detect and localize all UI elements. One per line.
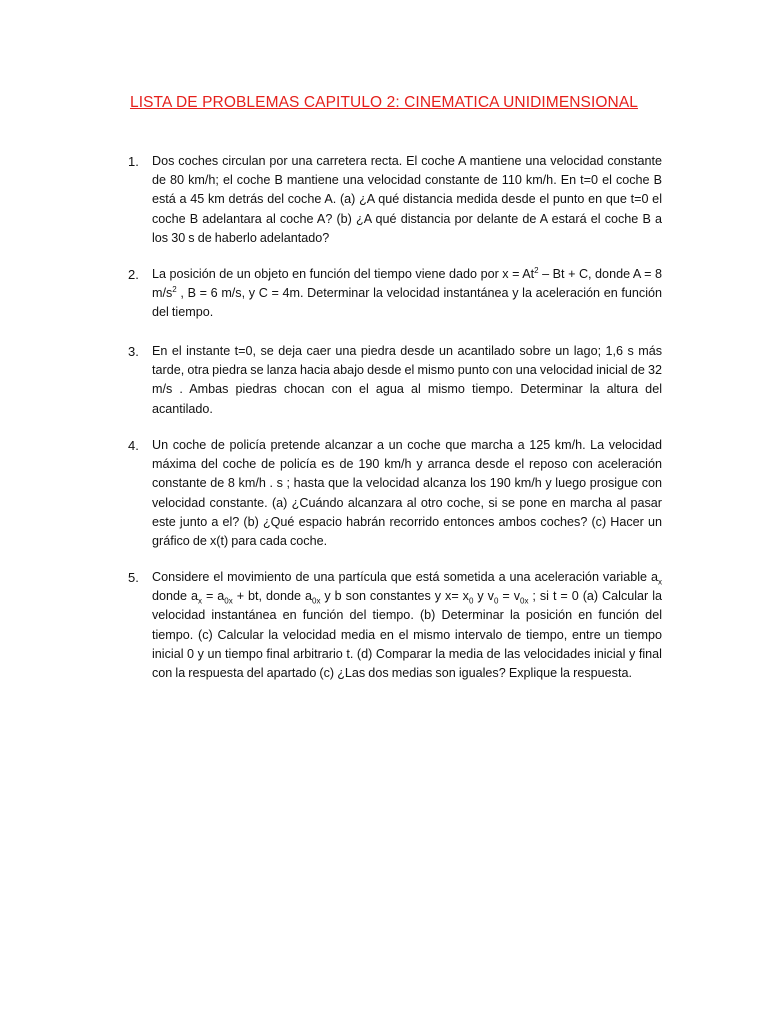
superscript: 2	[172, 285, 177, 295]
subscript: 0	[493, 596, 499, 606]
problem-text-run: , B = 6 m/s, y C = 4m. Determinar la velocidad instantánea y la aceleración en función del tiempo.	[152, 286, 662, 320]
problem-number: 1.	[128, 154, 139, 169]
problem-text-run: + bt, donde a	[232, 589, 312, 604]
subscript: 0	[468, 596, 474, 606]
page-title: LISTA DE PROBLEMAS CAPITULO 2: CINEMATICA UNIDIMENSIONAL	[129, 94, 639, 111]
problem-text-run: y v	[473, 589, 494, 604]
subscript: 0x	[312, 596, 321, 606]
problem-text-run: = v	[498, 589, 520, 604]
problem-number: 5.	[128, 570, 139, 585]
problem-text-run: Considere el movimiento de una partícula que está sometida a una aceleración variable a	[152, 570, 658, 584]
problem-text-run: Un coche de policía pretende alcanzar a un coche que marcha a 125 km/h. La velocidad máxima del coche de policía es de 190 km/h y arranca desde el reposo con aceleración constante de 8 km/h . s ; hasta que la velocidad alcanza los 190 km/h y luego prosigue con velocidad constante. (a) ¿Cuándo alcanzara al otro coche, si se pone en marcha al pasar este junto a el? (b) ¿Qué espacio habrán recorrido entonces ambos coches? (c) Hacer un gráfico de x(t) para cada coche.	[152, 438, 662, 549]
problem-number: 4.	[128, 438, 139, 453]
problem-text	[152, 568, 662, 683]
problem-text-run: La posición de un objeto en función del tiempo viene dado por x = At	[152, 267, 535, 281]
problem-text	[152, 436, 662, 551]
problem-text	[152, 342, 662, 419]
subscript: 0x	[224, 596, 233, 606]
problem-text-run: ; si t = 0 (a) Calcular la velocidad instantánea en función del tiempo. (b) Determinar la posición en función del tiempo. (c) Calcular la velocidad media en el mismo intervalo de tiempo, entre un tiempo inicial 0 y un tiempo final arbitrario t. (d) Comparar la media de las velocidades inicial y final con la respuesta del apartado (c) ¿Las dos medias son iguales? Explique la respuesta.	[152, 589, 663, 681]
subscript: x	[198, 596, 202, 606]
problem-text-run: En el instante t=0, se deja caer una piedra desde un acantilado sobre un lago; 1,6 s más tarde, otra piedra se lanza hacia abajo desde el mismo punto con una velocidad inicial de 32 m/s . Ambas piedras chocan con el agua al mismo tiempo. Determinar la altura del acantilado.	[152, 344, 662, 416]
problem-text	[152, 152, 662, 248]
problem-text-run: = a	[202, 589, 225, 604]
problem-text-run: – Bt + C, donde A = 8 m/s	[152, 267, 662, 301]
problem-number: 2.	[128, 267, 139, 282]
problem-number: 3.	[128, 344, 139, 359]
problem-text-run: Dos coches circulan por una carretera recta. El coche A mantiene una velocidad constante de 80 km/h; el coche B mantiene una velocidad constante de 110 km/h. En t=0 el coche B está a 45 km detrás del coche A. (a) ¿A qué distancia medida desde el punto en que t=0 el coche B adelantara al coche A? (b) ¿A qué distancia por delante de A estará el coche B a los 30 s de haberlo adelantado?	[152, 154, 662, 245]
problem-text-run: donde a	[152, 589, 198, 604]
subscript: 0x	[520, 596, 529, 606]
subscript: x	[658, 577, 662, 587]
problem-text-run: y b son constantes y x= x	[320, 589, 469, 604]
superscript: 2	[534, 265, 539, 275]
problem-text	[152, 265, 662, 323]
